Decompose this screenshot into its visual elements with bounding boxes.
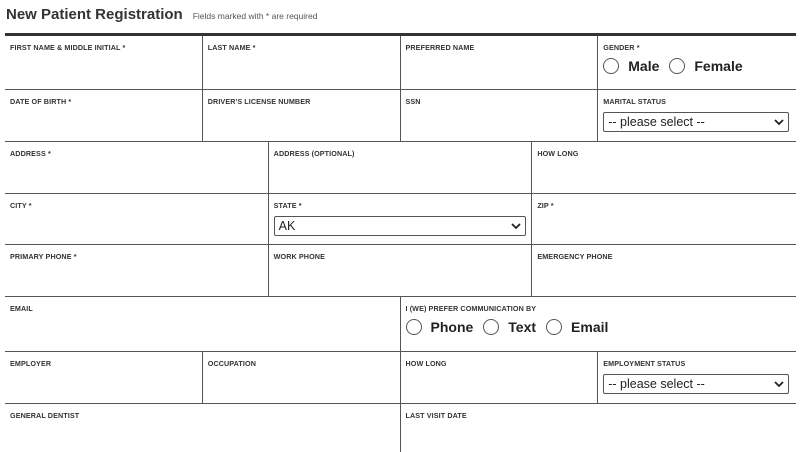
gender-female-option[interactable] [669,58,742,74]
chevron-down-icon [774,117,784,127]
preferred-name-field[interactable] [401,36,599,89]
field-label: EMPLOYMENT STATUS [603,359,686,368]
form-row [5,404,796,452]
primary-phone-field[interactable] [5,245,269,296]
email-field[interactable] [5,297,401,351]
field-label: EMPLOYER [10,359,52,368]
form-row [5,194,796,245]
state-field [269,194,533,244]
field-label: ADDRESS (OPTIONAL) [273,149,355,158]
select-value: AK [278,219,296,233]
radio-label: Female [694,58,743,74]
radio-circle-icon[interactable] [603,58,619,74]
zip-field[interactable] [532,194,796,244]
gender-field [598,36,796,89]
form-row [5,36,796,90]
drivers-license-field[interactable] [203,90,401,141]
page-title: New Patient Registration [6,6,183,23]
comm-email-option[interactable] [546,319,608,335]
required-note: Fields marked with * are required [192,11,318,21]
field-label: LAST NAME * [207,43,256,52]
gender-male-option[interactable] [603,58,659,74]
emergency-phone-field[interactable] [532,245,796,296]
select-value: -- please select -- [608,377,705,391]
field-label: SSN [405,97,421,106]
field-label: ZIP * [537,201,554,210]
select-value: -- please select -- [608,115,705,129]
general-dentist-field[interactable] [5,404,401,452]
radio-label: Email [571,319,609,335]
marital-status-select[interactable] [603,112,789,132]
chevron-down-icon [774,379,784,389]
radio-label: Male [628,58,660,74]
communication-radio-group [406,319,792,335]
radio-label: Text [508,319,537,335]
field-label: DRIVER'S LICENSE NUMBER [207,97,311,106]
marital-status-field [598,90,796,141]
form-row [5,245,796,297]
last-visit-date-field[interactable] [401,404,797,452]
field-label: GENERAL DENTIST [10,411,80,420]
first-name-field[interactable] [5,36,203,89]
chevron-down-icon [511,221,521,231]
form-row [5,90,796,142]
work-phone-field[interactable] [269,245,533,296]
radio-circle-icon[interactable] [406,319,422,335]
field-label: PREFERRED NAME [405,43,475,52]
employment-how-long-field[interactable] [401,352,599,403]
registration-form [5,36,796,452]
ssn-field[interactable] [401,90,599,141]
dob-field[interactable] [5,90,203,141]
address-field[interactable] [5,142,269,193]
field-label: WORK PHONE [273,252,325,261]
radio-circle-icon[interactable] [483,319,499,335]
field-label: CITY * [10,201,32,210]
form-row [5,142,796,194]
form-header [6,6,317,26]
form-row [5,297,796,352]
employment-status-select[interactable] [603,374,789,394]
employment-status-field [598,352,796,403]
address-optional-field[interactable] [269,142,533,193]
field-label: OCCUPATION [207,359,256,368]
communication-preference-field [401,297,797,351]
employer-field[interactable] [5,352,203,403]
field-label: GENDER * [603,43,640,52]
gender-radio-group [603,58,791,74]
field-label: HOW LONG [405,359,447,368]
form-row [5,352,796,404]
radio-circle-icon[interactable] [546,319,562,335]
field-label: EMERGENCY PHONE [537,252,613,261]
radio-circle-icon[interactable] [669,58,685,74]
field-label: ADDRESS * [10,149,51,158]
field-label: LAST VISIT DATE [405,411,467,420]
comm-phone-option[interactable] [406,319,474,335]
field-label: STATE * [273,201,302,210]
field-label: HOW LONG [537,149,579,158]
field-label: FIRST NAME & MIDDLE INITIAL * [10,43,126,52]
address-how-long-field[interactable] [532,142,796,193]
comm-text-option[interactable] [483,319,536,335]
state-select[interactable] [274,216,526,236]
last-name-field[interactable] [203,36,401,89]
field-label: EMAIL [10,304,33,313]
radio-label: Phone [430,319,474,335]
field-label: I (WE) PREFER COMMUNICATION BY [405,304,537,313]
field-label: DATE OF BIRTH * [10,97,72,106]
city-field[interactable] [5,194,269,244]
occupation-field[interactable] [203,352,401,403]
field-label: MARITAL STATUS [603,97,667,106]
field-label: PRIMARY PHONE * [10,252,77,261]
